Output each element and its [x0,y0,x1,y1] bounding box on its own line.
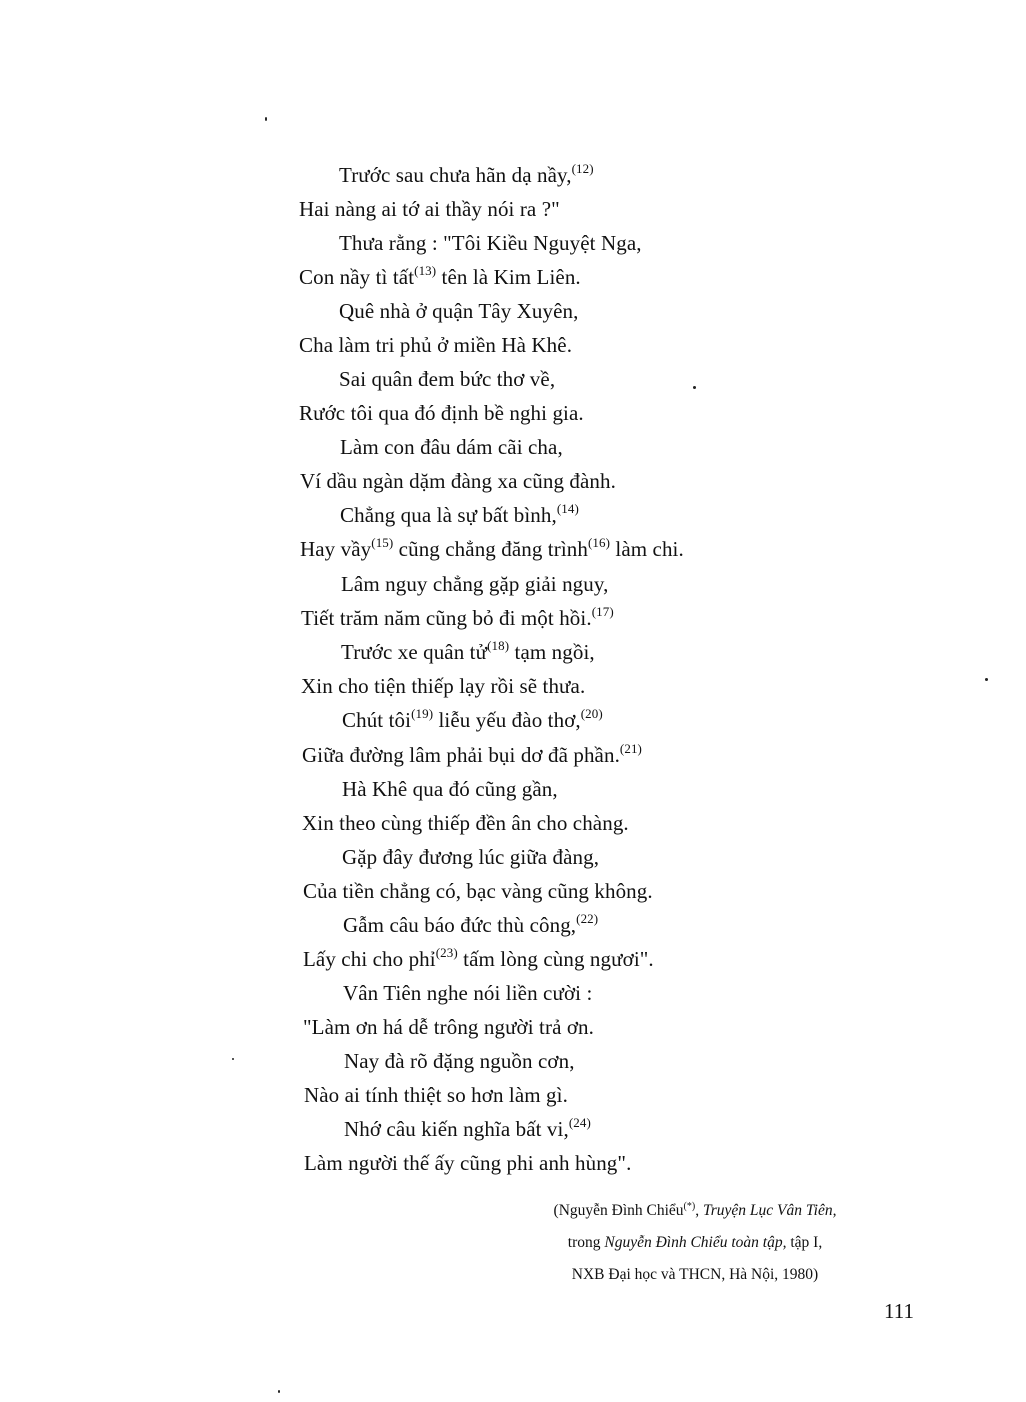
footnote-ref: (20) [580,706,603,721]
footnote-ref: (16) [587,535,611,550]
footnote-ref: (22) [576,911,599,926]
scan-speck [693,386,696,389]
poem-line: Tiết trăm năm cũng bỏ đi một hồi.$^{(17)}$ [301,604,614,630]
poem-line: Sai quân đem bức thơ về, [339,367,556,391]
scan-speck [265,117,267,121]
poem-line: Chẳng qua là sự bất bình,$^{(14)}$ [340,501,579,527]
poem-line: Làm con đâu dám cãi cha, [340,435,563,459]
citation [495,1195,895,1291]
poem-line: Gặp đây đương lúc giữa đàng, [342,845,600,869]
work-title: Truyện Lục Vân Tiên, [702,1202,837,1219]
poem-line: Ví dầu ngàn dặm đàng xa cũng đành. [300,469,616,493]
footnote-ref: (24) [568,1115,591,1130]
poem-line: Làm người thế ấy cũng phi anh hùng". [304,1151,632,1175]
citation-line-1: (Nguyễn Đình Chiểu(*), Truyện Lục Vân Tiên, [553,1201,837,1219]
poem-line: Xin theo cùng thiếp đền ân cho chàng. [302,811,629,835]
poem-line: Xin cho tiện thiếp lạy rồi sẽ thưa. [301,674,586,698]
footnote-ref: (15) [371,535,394,550]
poem-line: Nhớ câu kiến nghĩa bất vi,$^{(24)}$ [344,1115,591,1141]
poem-line: Lấy chi cho phỉ$^{(23)}$ tấm lòng cùng ngươi". [303,945,654,971]
author-note-ref: (*) [683,1201,696,1212]
poem-line: Hà Khê qua đó cũng gần, [342,777,558,801]
poem-line: Trước xe quân tử$^{(18)}$ tạm ngồi, [341,638,595,664]
poem-line: Chút tôi$^{(19)}$ liễu yếu đào thơ,$^{(20)}$ [342,706,603,732]
poem-line: Hay vầy$^{(15)}$ cũng chẳng đăng trình$^{(16)}$ làm chi. [300,535,684,561]
poem-line: Của tiền chẳng có, bạc vàng cũng không. [303,879,653,903]
footnote-ref: (18) [487,638,510,653]
footnote-ref: (13) [414,263,437,278]
poem-line: Nào ai tính thiệt so hơn làm gì. [304,1083,568,1107]
page-number: 111 [884,1299,914,1323]
footnote-ref: (19) [411,706,434,721]
citation-line-3: NXB Đại học và THCN, Hà Nội, 1980) [571,1266,819,1283]
poem-line: Con nầy tì tất$^{(13)}$ tên là Kim Liên. [299,263,581,289]
poem-line: Nay đà rõ đặng nguồn cơn, [344,1049,575,1073]
poem-line: Rước tôi qua đó định bề nghi gia. [299,401,584,425]
poem-line: Thưa rằng : "Tôi Kiều Nguyệt Nga, [339,231,642,255]
scan-speck [985,678,988,681]
poem-line: Trước sau chưa hãn dạ nầy,$^{(12)}$ [339,161,594,187]
scan-speck [232,1058,234,1060]
citation-line-2: trong Nguyễn Đình Chiểu toàn tập, tập I, [567,1234,823,1251]
poem-line: Lâm nguy chẳng gặp giải nguy, [341,572,609,596]
footnote-ref: (17) [591,604,614,619]
scan-speck [278,1390,280,1393]
footnote-ref: (12) [571,161,594,176]
footnote-ref: (23) [435,945,458,960]
collection-title: Nguyễn Đình Chiểu toàn tập, [604,1234,787,1251]
poem-line: Quê nhà ở quận Tây Xuyên, [339,299,579,323]
poem-line: "Làm ơn há dễ trông người trả ơn. [303,1015,595,1039]
poem-line: Vân Tiên nghe nói liền cười : [343,981,593,1005]
poem-line: Gẫm câu báo đức thù công,$^{(22)}$ [343,911,599,937]
poem-line: Giữa đường lâm phải bụi dơ đã phần.$^{(21)}$ [302,741,642,767]
poem-line: Hai nàng ai tớ ai thầy nói ra ?" [299,197,560,221]
footnote-ref: (14) [556,501,579,516]
poem-line: Cha làm tri phủ ở miền Hà Khê. [299,333,573,357]
footnote-ref: (21) [619,741,642,756]
